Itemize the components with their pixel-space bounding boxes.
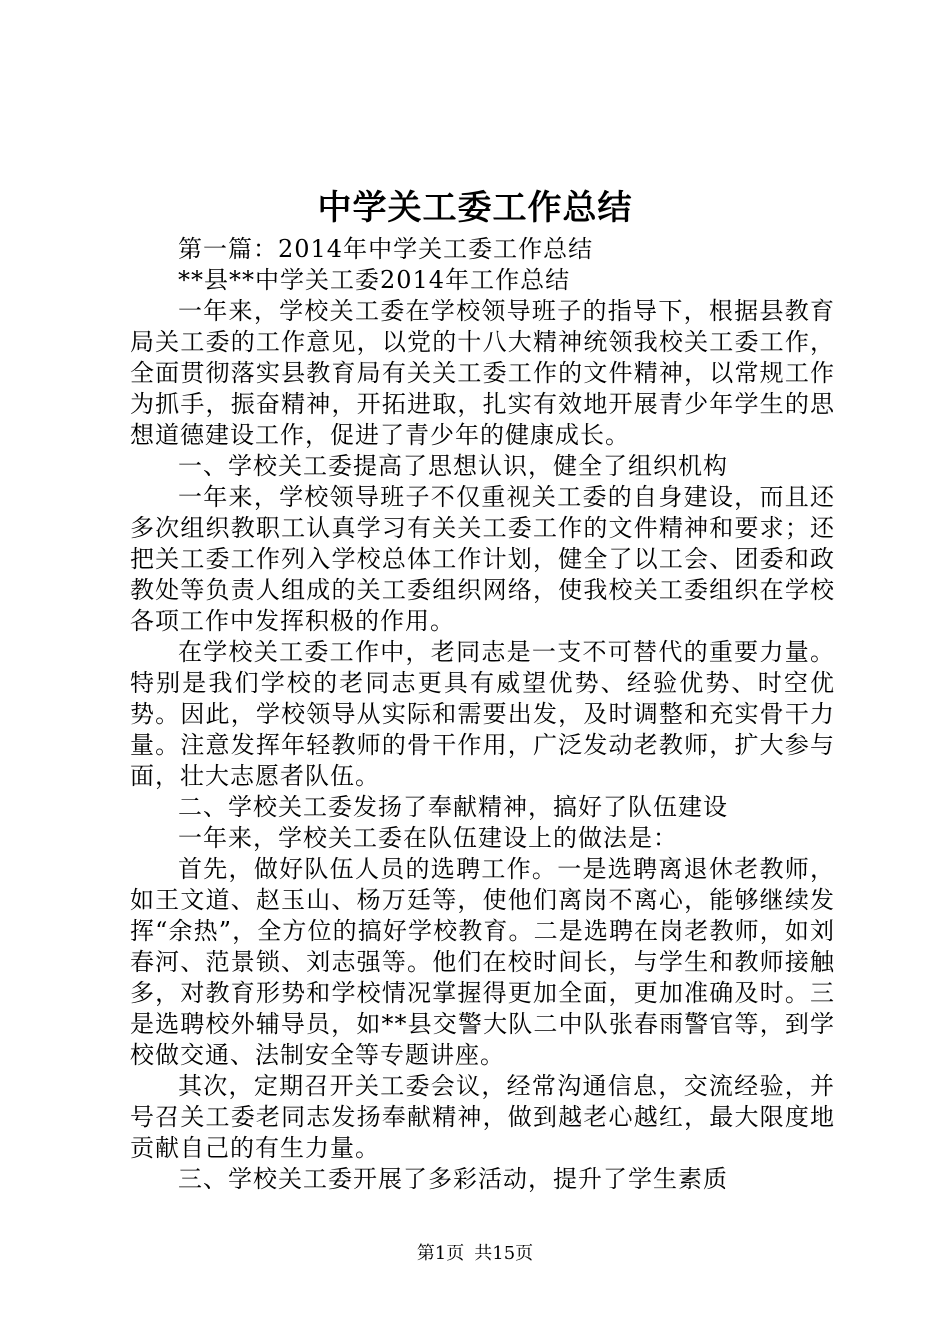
paragraph: 一年来，学校关工委在队伍建设上的做法是： — [178, 824, 678, 852]
paragraph: **县**中学关工委2014年工作总结 — [178, 266, 571, 294]
paragraph: 第一篇：2014年中学关工委工作总结 — [178, 235, 594, 263]
document-title: 中学关工委工作总结 — [317, 188, 633, 228]
paragraph: 一年来，学校领导班子不仅重视关工委的自身建设，而且还多次组织教职工认真学习有关关工委工作的文件精神和要求；还把关工委工作列入学校总体工作计划，健全了以工会、团委和政教处等负责人组成的关工委组织网络，使我校关工委组织在学校各项工作中发挥积极的作用。 — [130, 483, 835, 635]
page-footer — [0, 1242, 950, 1266]
section-heading: 一、学校关工委提高了思想认识，健全了组织机构 — [178, 452, 728, 480]
paragraph: 首先，做好队伍人员的选聘工作。一是选聘离退休老教师，如王文道、赵玉山、杨万廷等，使他们离岗不离心，能够继续发挥“余热”，全方位的搞好学校教育。二是选聘在岗老教师，如刘春河、范景锁、刘志强等。他们在校时间长，与学生和教师接触多，对教育形势和学校情况掌握得更加全面，更加准确及时。三是选聘校外辅导员，如**县交警大队二中队张春雨警官等，到学校做交通、法制安全等专题讲座。 — [130, 855, 835, 1069]
section-heading: 二、学校关工委发扬了奉献精神，搞好了队伍建设 — [178, 793, 728, 821]
document-body — [130, 234, 835, 1195]
section-heading: 三、学校关工委开展了多彩活动，提升了学生素质 — [178, 1165, 728, 1193]
paragraph: 在学校关工委工作中，老同志是一支不可替代的重要力量。特别是我们学校的老同志更具有威望优势、经验优势、时空优势。因此，学校领导从实际和需要出发，及时调整和充实骨干力量。注意发挥年轻教师的骨干作用，广泛发动老教师，扩大参与面，壮大志愿者队伍。 — [130, 638, 835, 790]
paragraph: 其次，定期召开关工委会议，经常沟通信息，交流经验，并号召关工委老同志发扬奉献精神，做到越老心越红，最大限度地贡献自己的有生力量。 — [130, 1072, 835, 1162]
page-number: 第1页 — [416, 1243, 465, 1264]
page-total: 共15页 — [474, 1243, 534, 1264]
paragraph: 一年来，学校关工委在学校领导班子的指导下，根据县教育局关工委的工作意见，以党的十八大精神统领我校关工委工作，全面贯彻落实县教育局有关关工委工作的文件精神，以常规工作为抓手，振奋精神，开拓进取，扎实有效地开展青少年学生的思想道德建设工作，促进了青少年的健康成长。 — [130, 297, 835, 449]
